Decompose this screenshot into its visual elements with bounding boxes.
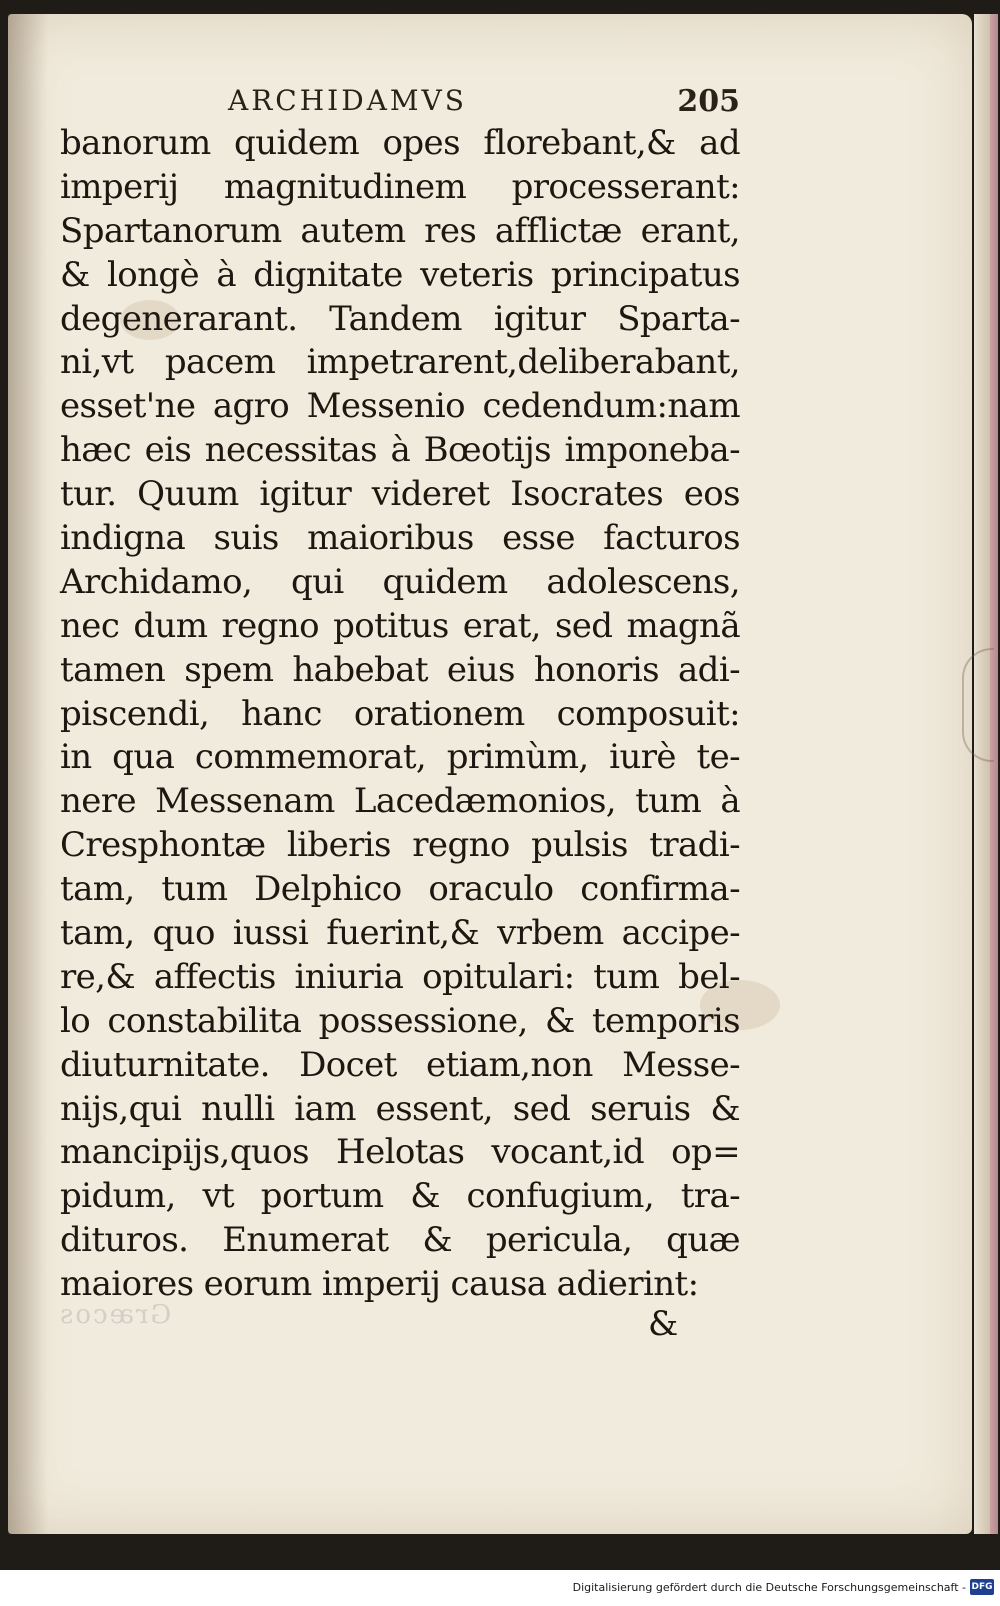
text-line: & longè à dignitate veteris principatus <box>60 254 740 295</box>
text-line: Cresphontæ liberis regno pulsis tradi- <box>60 825 740 866</box>
text-line: Spartanorum autem res afflictæ erant, <box>60 210 740 251</box>
running-head-title: ARCHIDAMVS <box>228 84 467 117</box>
text-line: imperij magnitudinem processerant: <box>60 166 740 207</box>
text-line: indigna suis maioribus esse facturos <box>60 518 740 559</box>
catchword: & <box>648 1304 679 1344</box>
page-gutter-shadow <box>8 14 48 1534</box>
text-line: lo constabilita possessione, & temporis <box>60 1000 740 1041</box>
text-line: nec dum regno potitus erat, sed magnã <box>60 605 740 646</box>
text-line: pidum, vt portum & confugium, tra- <box>60 1176 740 1217</box>
text-line: banorum quidem opes florebant,& ad <box>60 123 740 163</box>
page-edge-colored <box>990 14 998 1534</box>
text-line: diuturnitate. Docet etiam,non Messe- <box>60 1044 740 1085</box>
text-line: piscendi, hanc orationem composuit: <box>60 693 740 734</box>
text-line: ni,vt pacem impetrarent,deliberabant, <box>60 342 740 383</box>
text-line: mancipijs,quos Helotas vocant,id op= <box>60 1132 740 1173</box>
page-number: 205 <box>677 84 740 119</box>
text-line: hæc eis necessitas à Bœotijs imponeba- <box>60 430 740 471</box>
digitization-footer <box>0 1570 1000 1606</box>
text-line: tam, tum Delphico oraculo confirma- <box>60 869 740 910</box>
text-line: esset'ne agro Messenio cedendum:nam <box>60 386 740 427</box>
text-line: nere Messenam Lacedæmonios, tum à <box>60 781 740 822</box>
text-line: tur. Quum igitur videret Isocrates eos <box>60 474 740 515</box>
running-head <box>60 84 740 124</box>
text-line: re,& affectis iniuria opitulari: tum bel- <box>60 956 740 997</box>
dfg-logo: DFG <box>970 1579 994 1595</box>
text-line: degenerarant. Tandem igitur Sparta- <box>60 298 740 339</box>
text-line: nijs,qui nulli iam essent, sed seruis & <box>60 1088 740 1129</box>
footer-credit: Digitalisierung gefördert durch die Deutsche Forschungsgemeinschaft - <box>572 1581 966 1594</box>
text-line: dituros. Enumerat & pericula, quæ <box>60 1220 740 1261</box>
library-stamp-bleedthrough: Græcos <box>58 1300 172 1330</box>
text-line: Archidamo, qui quidem adolescens, <box>60 561 740 602</box>
text-line: tamen spem habebat eius honoris adi- <box>60 649 740 690</box>
text-line: tam, quo iussi fuerint,& vrbem accipe- <box>60 913 740 954</box>
page-fold-mark <box>962 648 994 762</box>
text-line: maiores eorum imperij causa adierint: <box>60 1264 699 1305</box>
body-text <box>60 122 740 1307</box>
text-line: in qua commemorat, primùm, iurè te- <box>60 737 740 778</box>
